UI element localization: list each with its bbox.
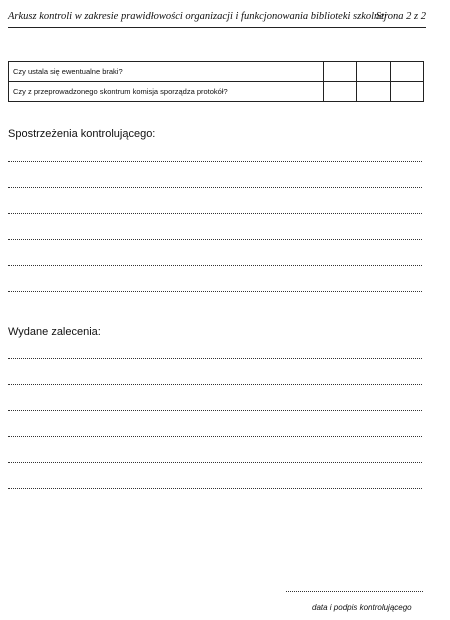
page-header bbox=[8, 9, 426, 28]
answer-cell-no[interactable] bbox=[357, 62, 390, 82]
observations-line[interactable] bbox=[8, 187, 422, 188]
recommendations-heading: Wydane zalecenia: bbox=[8, 326, 101, 338]
recommendations-line[interactable] bbox=[8, 358, 422, 359]
question-cell: Czy z przeprowadzonego skontrum komisja sporządza protokół? bbox=[9, 82, 324, 102]
checklist-table bbox=[8, 61, 424, 102]
observations-line[interactable] bbox=[8, 161, 422, 162]
signature-label: data i podpis kontrolującego bbox=[312, 603, 412, 612]
table-row bbox=[9, 62, 424, 82]
answer-cell-notes[interactable] bbox=[390, 62, 423, 82]
document-title: Arkusz kontroli w zakresie prawidłowości organizacji i funkcjonowania biblioteki szkolnej bbox=[8, 11, 387, 22]
recommendations-line[interactable] bbox=[8, 436, 422, 437]
recommendations-line[interactable] bbox=[8, 410, 422, 411]
observations-heading: Spostrzeżenia kontrolującego: bbox=[8, 128, 156, 140]
recommendations-line[interactable] bbox=[8, 488, 422, 489]
recommendations-line[interactable] bbox=[8, 384, 422, 385]
table-row bbox=[9, 82, 424, 102]
answer-cell-notes[interactable] bbox=[390, 82, 423, 102]
observations-line[interactable] bbox=[8, 239, 422, 240]
observations-line[interactable] bbox=[8, 213, 422, 214]
page-number: Strona 2 z 2 bbox=[375, 11, 426, 22]
observations-line[interactable] bbox=[8, 291, 422, 292]
recommendations-line[interactable] bbox=[8, 462, 422, 463]
answer-cell-yes[interactable] bbox=[323, 62, 356, 82]
question-cell: Czy ustala się ewentualne braki? bbox=[9, 62, 324, 82]
answer-cell-no[interactable] bbox=[357, 82, 390, 102]
answer-cell-yes[interactable] bbox=[323, 82, 356, 102]
signature-line[interactable] bbox=[286, 591, 423, 592]
observations-line[interactable] bbox=[8, 265, 422, 266]
